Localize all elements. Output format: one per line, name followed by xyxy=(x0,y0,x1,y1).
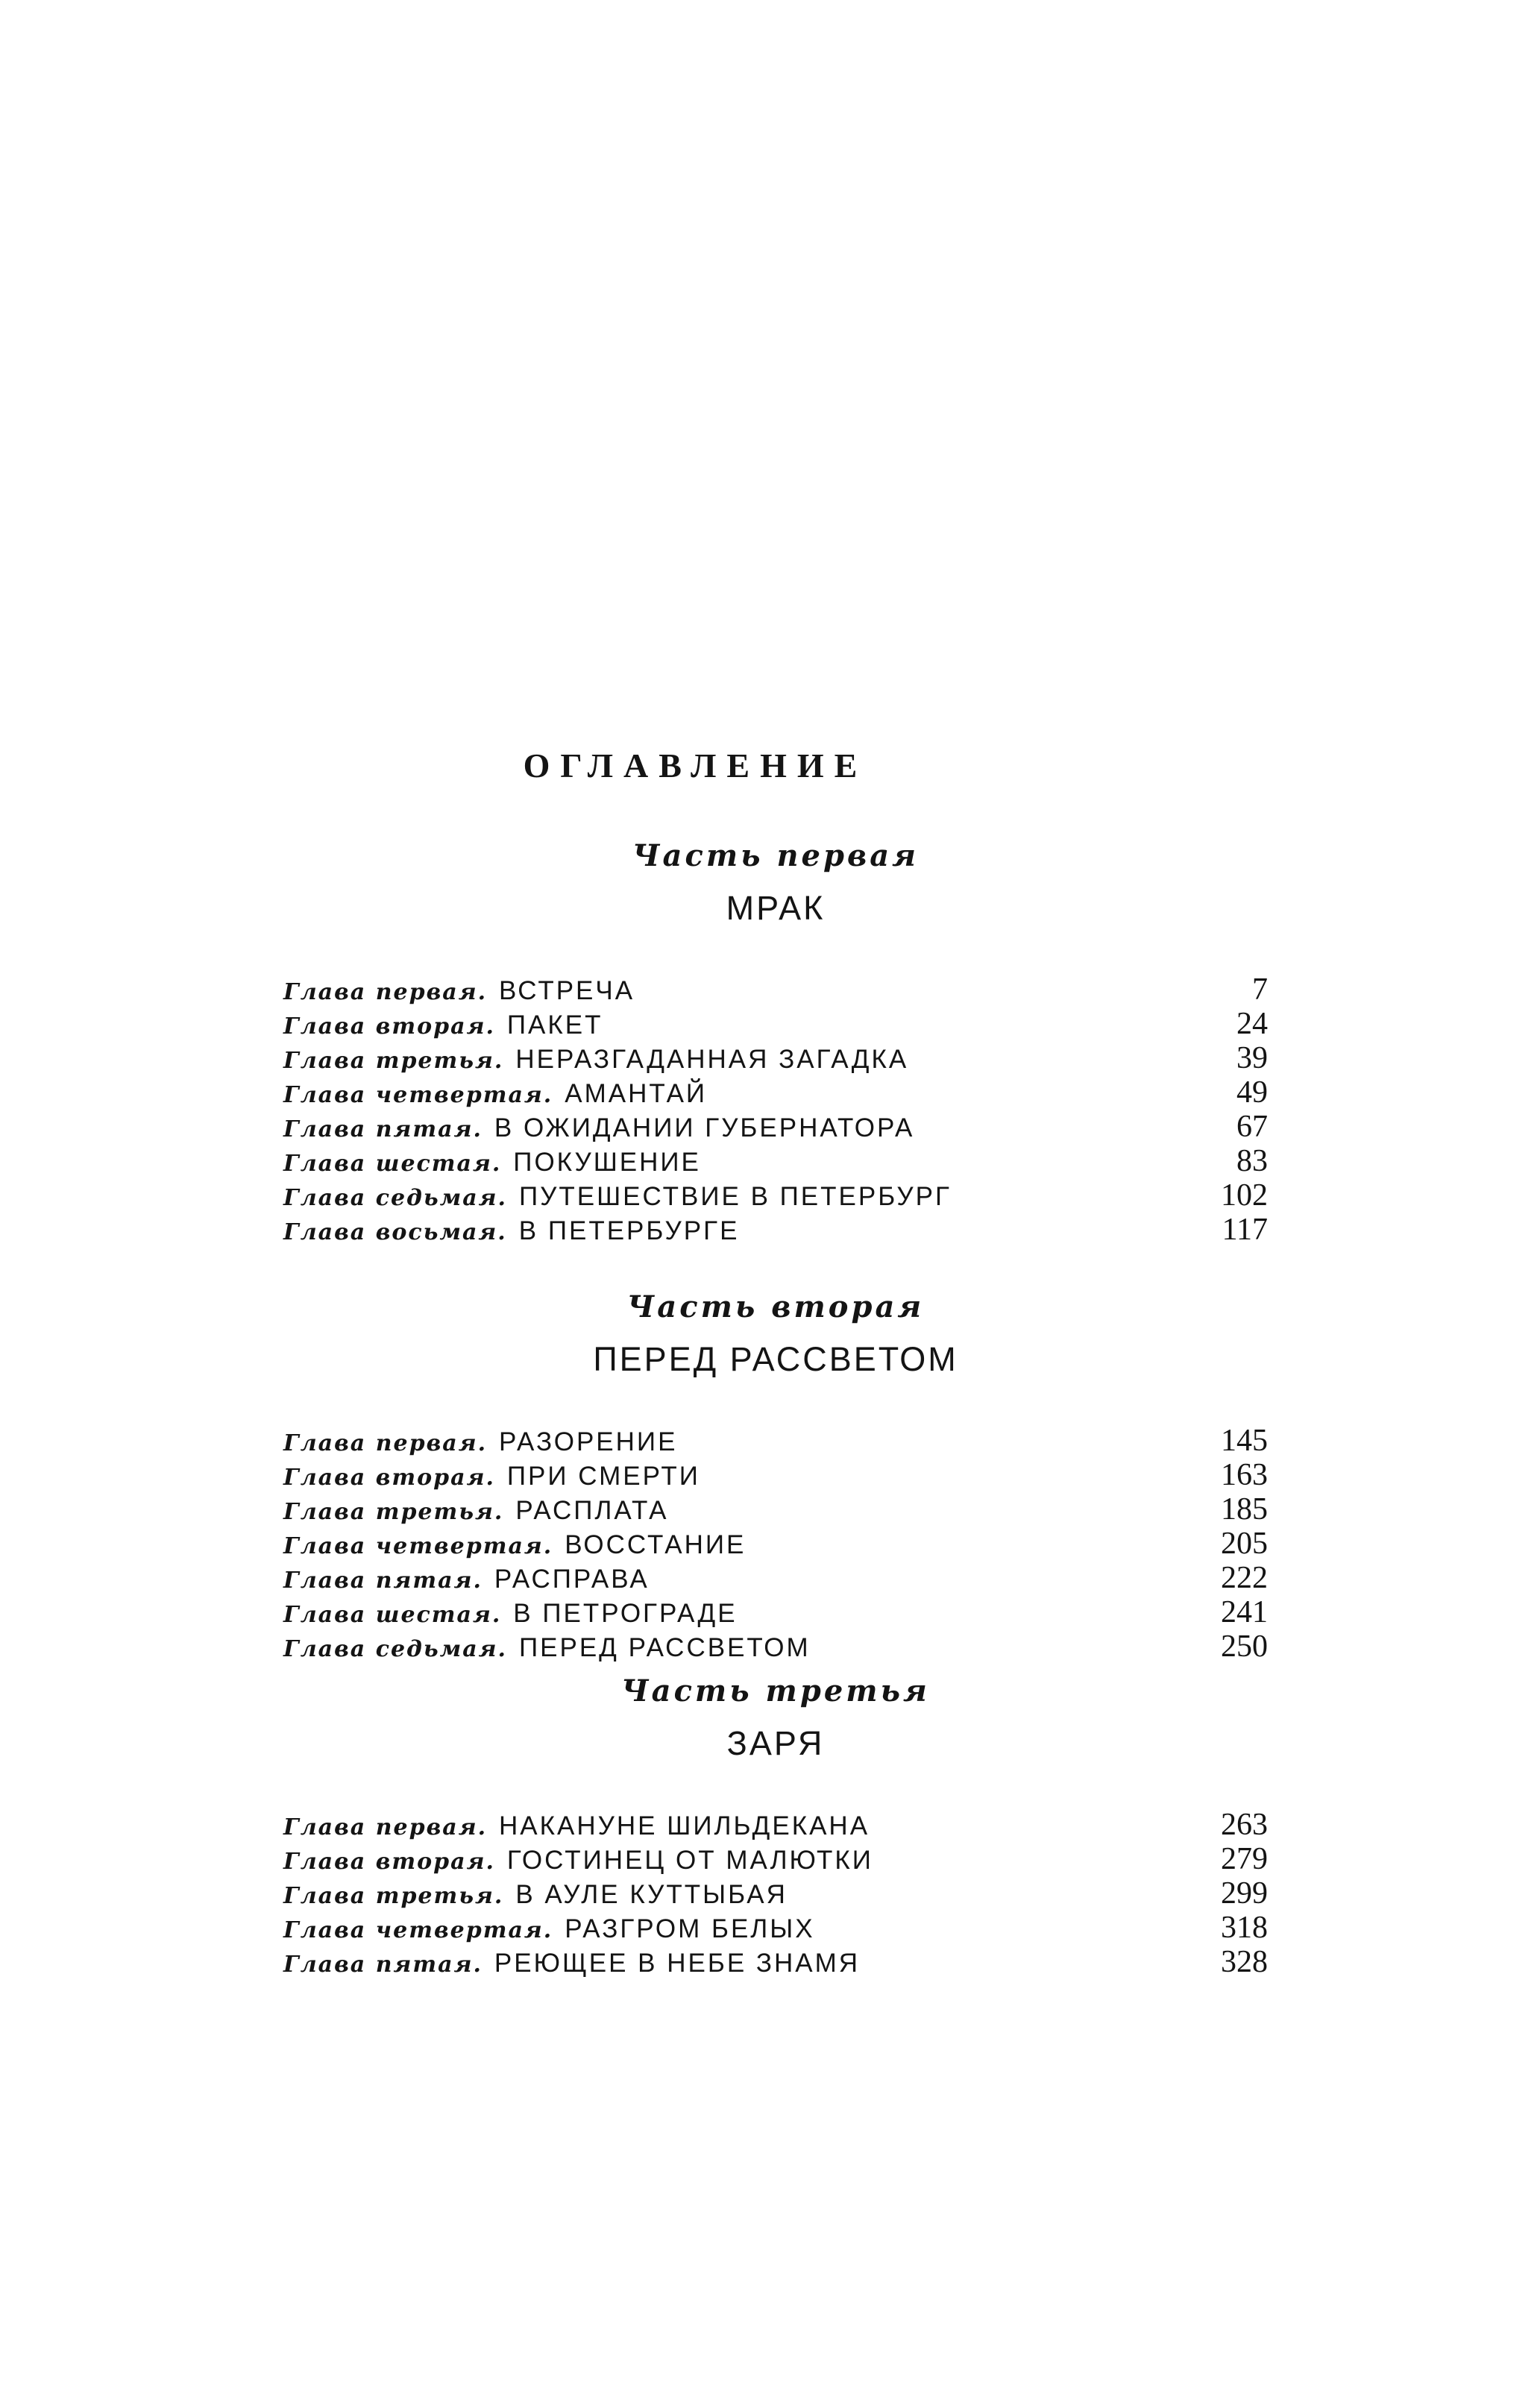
toc-entry[interactable] xyxy=(283,1945,1268,1979)
chapter-title: В АУЛЕ КУТТЫБАЯ xyxy=(515,1880,788,1909)
toc-title: ОГЛАВЛЕНИЕ xyxy=(523,746,868,785)
chapter-title: ПУТЕШЕСТВИЕ В ПЕТЕРБУРГ xyxy=(518,1182,952,1211)
part-1 xyxy=(283,835,1268,1259)
toc-entry[interactable] xyxy=(283,1424,1268,1458)
page-number: 299 xyxy=(1221,1876,1268,1911)
page-number: 67 xyxy=(1236,1110,1268,1144)
page-number: 83 xyxy=(1236,1144,1268,1178)
chapter-number: Глава седьмая. xyxy=(283,1636,507,1662)
chapter-title: РАЗОРЕНИЕ xyxy=(499,1427,678,1456)
page-number: 185 xyxy=(1221,1492,1268,1527)
chapter-number: Глава пятая. xyxy=(283,1952,483,1978)
chapter-title: В ПЕТРОГРАДЕ xyxy=(513,1599,738,1628)
chapter-number: Глава четвертая. xyxy=(283,1917,553,1943)
chapter-number: Глава четвертая. xyxy=(283,1533,553,1559)
chapter-number: Глава первая. xyxy=(283,1814,488,1840)
chapter-number: Глава вторая. xyxy=(283,1013,495,1040)
chapter-title: ВОССТАНИЕ xyxy=(565,1530,747,1559)
toc-entry[interactable] xyxy=(283,1007,1268,1041)
toc-entry[interactable] xyxy=(283,1213,1268,1247)
chapter-title: НАКАНУНЕ ШИЛЬДЕКАНА xyxy=(499,1811,870,1840)
toc-entry[interactable] xyxy=(283,1110,1268,1144)
chapter-number: Глава четвертая. xyxy=(283,1082,553,1108)
chapter-title: РАСПЛАТА xyxy=(515,1496,669,1525)
chapter-list xyxy=(283,1808,1268,1979)
toc-entry[interactable] xyxy=(283,1041,1268,1075)
toc-entry[interactable] xyxy=(283,972,1268,1007)
page-number: 102 xyxy=(1221,1178,1268,1213)
chapter-title: ПЕРЕД РАССВЕТОМ xyxy=(518,1633,811,1662)
chapter-number: Глава восьмая. xyxy=(283,1219,507,1245)
page-number: 279 xyxy=(1221,1842,1268,1876)
chapter-number: Глава шестая. xyxy=(283,1151,502,1177)
toc-entry[interactable] xyxy=(283,1458,1268,1492)
chapter-title: В ОЖИДАНИИ ГУБЕРНАТОРА xyxy=(494,1113,915,1142)
toc-entry[interactable] xyxy=(283,1178,1268,1213)
chapter-title: ВСТРЕЧА xyxy=(499,976,635,1005)
page-number: 205 xyxy=(1221,1527,1268,1561)
chapter-title: ПОКУШЕНИЕ xyxy=(513,1148,701,1177)
page-number: 222 xyxy=(1221,1561,1268,1595)
chapter-number: Глава шестая. xyxy=(283,1602,502,1628)
part-name: ЗАРЯ xyxy=(726,1724,825,1762)
toc-entry[interactable] xyxy=(283,1842,1268,1876)
chapter-list xyxy=(283,972,1268,1247)
chapter-title: РАСПРАВА xyxy=(494,1565,650,1594)
part-name: МРАК xyxy=(726,889,826,927)
chapter-number: Глава вторая. xyxy=(283,1849,495,1875)
part-label: Часть вторая xyxy=(626,1289,925,1324)
toc-entry[interactable] xyxy=(283,1527,1268,1561)
toc-entry[interactable] xyxy=(283,1808,1268,1842)
chapter-number: Глава третья. xyxy=(283,1499,504,1525)
chapter-title: В ПЕТЕРБУРГЕ xyxy=(518,1216,740,1245)
chapter-title: ГОСТИНЕЦ ОТ МАЛЮТКИ xyxy=(506,1846,873,1875)
chapter-number: Глава пятая. xyxy=(283,1116,483,1142)
page-number: 24 xyxy=(1236,1007,1268,1041)
toc-entry[interactable] xyxy=(283,1876,1268,1911)
part-3 xyxy=(283,1670,1268,1991)
page-number: 241 xyxy=(1221,1595,1268,1629)
page-number: 318 xyxy=(1221,1911,1268,1945)
toc-entry[interactable] xyxy=(283,1561,1268,1595)
part-2 xyxy=(283,1286,1268,1676)
page-number: 263 xyxy=(1221,1808,1268,1842)
chapter-number: Глава третья. xyxy=(283,1048,504,1074)
toc-entry[interactable] xyxy=(283,1075,1268,1110)
chapter-title: АМАНТАЙ xyxy=(565,1079,708,1108)
toc-entry[interactable] xyxy=(283,1911,1268,1945)
chapter-number: Глава седьмая. xyxy=(283,1185,507,1211)
part-name: ПЕРЕД РАССВЕТОМ xyxy=(593,1340,958,1378)
chapter-title: ПРИ СМЕРТИ xyxy=(506,1462,700,1491)
toc-entry[interactable] xyxy=(283,1629,1268,1664)
chapter-title: РЕЮЩЕЕ В НЕБЕ ЗНАМЯ xyxy=(494,1949,861,1978)
chapter-number: Глава первая. xyxy=(283,979,488,1005)
page-number: 39 xyxy=(1236,1041,1268,1075)
page-number: 117 xyxy=(1222,1213,1268,1247)
chapter-number: Глава пятая. xyxy=(283,1568,483,1594)
chapter-title: РАЗГРОМ БЕЛЫХ xyxy=(565,1914,815,1943)
chapter-number: Глава вторая. xyxy=(283,1465,495,1491)
chapter-number: Глава первая. xyxy=(283,1430,488,1456)
page-number: 7 xyxy=(1252,972,1268,1007)
part-label: Часть третья xyxy=(621,1673,930,1708)
page-number: 49 xyxy=(1236,1075,1268,1110)
toc-entry[interactable] xyxy=(283,1595,1268,1629)
chapter-title: ПАКЕТ xyxy=(506,1010,603,1040)
chapter-title: НЕРАЗГАДАННАЯ ЗАГАДКА xyxy=(515,1045,909,1074)
page-number: 145 xyxy=(1221,1424,1268,1458)
toc-entry[interactable] xyxy=(283,1144,1268,1178)
chapter-list xyxy=(283,1424,1268,1664)
toc-entry[interactable] xyxy=(283,1492,1268,1527)
chapter-number: Глава третья. xyxy=(283,1883,504,1909)
page-number: 328 xyxy=(1221,1945,1268,1979)
page-number: 163 xyxy=(1221,1458,1268,1492)
page-number: 250 xyxy=(1221,1629,1268,1664)
part-label: Часть первая xyxy=(632,838,919,873)
